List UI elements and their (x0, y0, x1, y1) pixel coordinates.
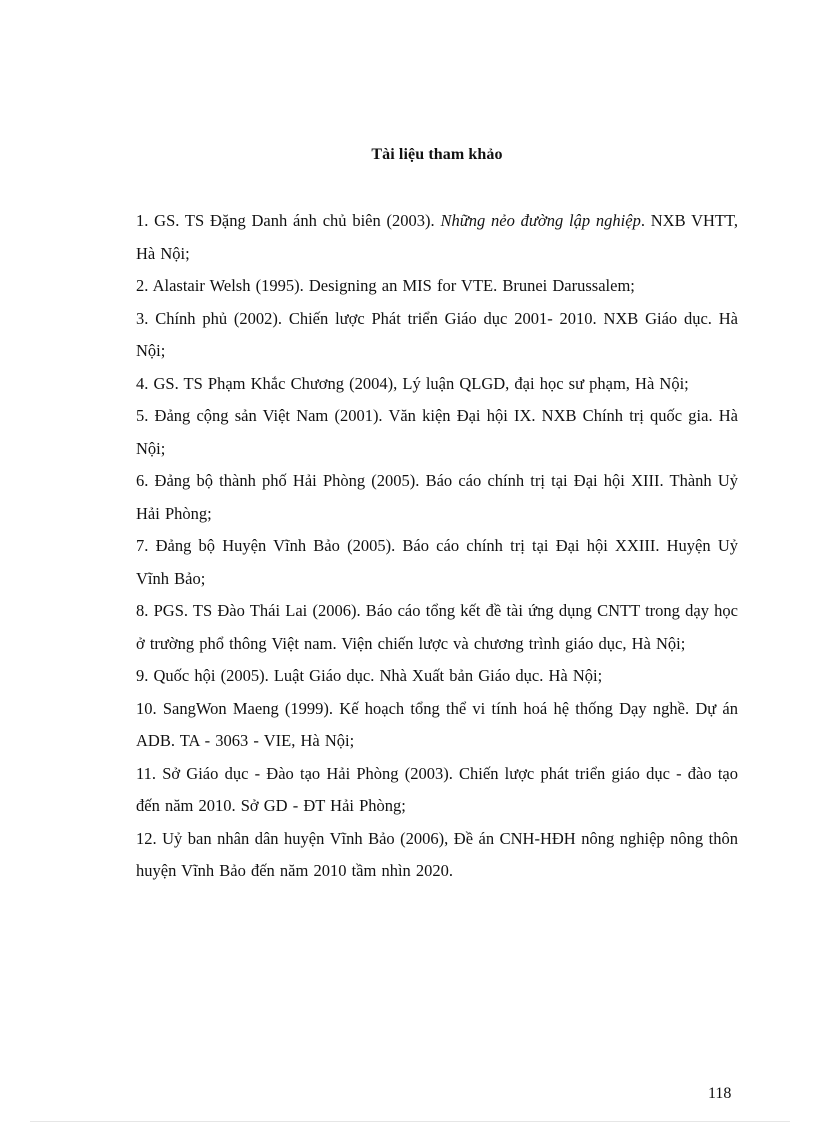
reference-item (136, 660, 738, 693)
reference-item (136, 270, 738, 303)
reference-text: 10. SangWon Maeng (1999). Kế hoạch tổng thể vi tính hoá hệ thống Dạy nghề. Dự án ADB. TA - 3063 - VIE, Hà Nội; (136, 698, 738, 750)
reference-item (136, 205, 738, 270)
reference-text: 3. Chính phủ (2002). Chiến lược Phát triển Giáo dục 2001- 2010. NXB Giáo dục. Hà Nội; (136, 308, 738, 360)
reference-text-end: . NXB VHTT, Hà Nội; (136, 211, 738, 263)
reference-text: 12. Uỷ ban nhân dân huyện Vĩnh Bảo (2006), Đề án CNH-HĐH nông nghiệp nông thôn huyện Vĩnh Bảo đến năm 2010 tầm nhìn 2020. (136, 828, 738, 880)
reference-text: 2. Alastair Welsh (1995). Designing an MIS for VTE. Brunei Darussalem; (136, 276, 635, 295)
reference-text: 5. Đảng cộng sản Việt Nam (2001). Văn kiện Đại hội IX. NXB Chính trị quốc gia. Hà Nội; (136, 406, 738, 458)
page-number: 118 (708, 1085, 732, 1102)
reference-item (136, 303, 738, 368)
reference-list (136, 205, 738, 888)
footer-divider (30, 1121, 790, 1122)
reference-item (136, 368, 738, 401)
reference-item (136, 530, 738, 595)
reference-item (136, 595, 738, 660)
reference-text: 9. Quốc hội (2005). Luật Giáo dục. Nhà Xuất bản Giáo dục. Hà Nội; (136, 666, 603, 685)
reference-text: 8. PGS. TS Đào Thái Lai (2006). Báo cáo tổng kết đề tài ứng dụng CNTT trong dạy học ở trường phổ thông Việt nam. Viện chiến lược và chương trình giáo dục, Hà Nội; (136, 601, 738, 653)
reference-item (136, 400, 738, 465)
reference-item (136, 823, 738, 888)
reference-text: 4. GS. TS Phạm Khắc Chương (2004), Lý luận QLGD, đại học sư phạm, Hà Nội; (136, 373, 689, 393)
reference-text: 11. Sở Giáo dục - Đào tạo Hải Phòng (2003). Chiến lược phát triển giáo dục - đào tạo đến năm 2010. Sở GD - ĐT Hải Phòng; (136, 763, 738, 815)
reference-item (136, 758, 738, 823)
reference-item (136, 693, 738, 758)
reference-text: 6. Đảng bộ thành phố Hải Phòng (2005). Báo cáo chính trị tại Đại hội XIII. Thành Uỷ Hải Phòng; (136, 471, 738, 523)
reference-text: 7. Đảng bộ Huyện Vĩnh Bảo (2005). Báo cáo chính trị tại Đại hội XXIII. Huyện Uỷ Vĩnh Bảo; (136, 536, 738, 588)
page-title: Tài liệu tham khảo (371, 146, 503, 163)
reference-text: 1. GS. TS Đặng Danh ánh chủ biên (2003). (136, 211, 441, 230)
reference-italic-title: Những nẻo đường lập nghiệp (440, 211, 641, 230)
reference-item (136, 465, 738, 530)
